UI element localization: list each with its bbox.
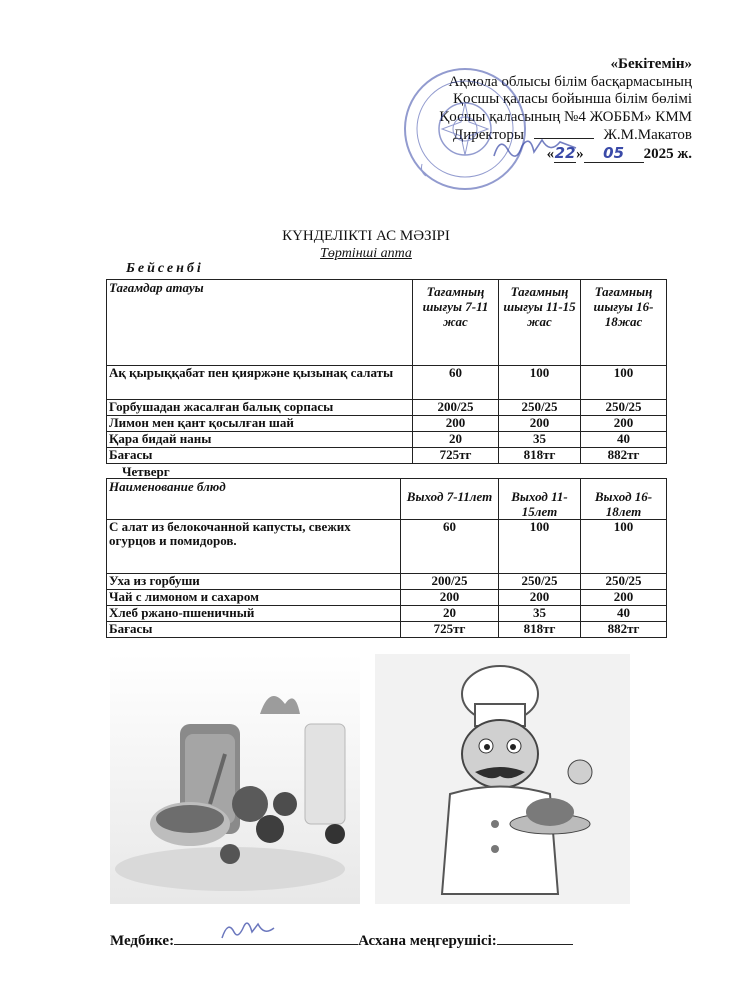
table-row (107, 432, 667, 448)
portion-value: 250/25 (581, 574, 667, 590)
portion-value: 40 (581, 606, 667, 622)
dish-name: Ақ қырыққабат пен қияржәне қызынақ салаты (107, 366, 413, 400)
price-value: 882тг (581, 622, 667, 638)
menu-table-day1 (106, 279, 667, 464)
column-header-dish: Наименование блюд (107, 479, 401, 520)
approval-line-3: Қосшы қаласының №4 ЖОББМ» КММ (439, 108, 692, 125)
director-name: Ж.М.Макатов (603, 127, 692, 143)
approval-line-2: Қосшы қаласы бойынша білім бөлімі (453, 91, 692, 107)
column-header-age-16-18: Выход 16-18лет (581, 479, 667, 520)
table-row (107, 520, 667, 574)
dish-name: Горбушадан жасалған балық сорпасы (107, 400, 413, 416)
table-row (107, 606, 667, 622)
signature-scribble-icon (490, 132, 580, 162)
portion-value: 200/25 (401, 574, 499, 590)
table-row (107, 400, 667, 416)
table-row (107, 590, 667, 606)
portion-value: 100 (581, 520, 667, 574)
column-header-age-7-11: Тағамның шығуы 7-11 жас (413, 280, 499, 366)
price-row (107, 622, 667, 638)
food-and-chef-illustration (110, 654, 630, 904)
portion-value: 200 (413, 416, 499, 432)
price-value: 882тг (581, 448, 667, 464)
table-row (107, 574, 667, 590)
column-header-age-7-11: Выход 7-11лет (401, 479, 499, 520)
price-value: 725тг (401, 622, 499, 638)
date-open-quote: « (546, 145, 555, 162)
portion-value: 200 (401, 590, 499, 606)
column-header-age-16-18: Тағамның шығуы 16-18жас (581, 280, 667, 366)
page-subtitle: Төртінші апта (320, 246, 412, 261)
portion-value: 200 (581, 590, 667, 606)
portion-value: 20 (401, 606, 499, 622)
official-seal-icon (400, 64, 530, 194)
dish-name: Уха из горбуши (107, 574, 401, 590)
canteen-manager-signature-line (497, 930, 573, 945)
column-header-age-11-15: Выход 11-15лет (499, 479, 581, 520)
table-row (107, 366, 667, 400)
dish-name: С алат из белокочанной капусты, свежих огурцов и помидоров. (107, 520, 401, 574)
portion-value: 35 (499, 432, 581, 448)
portion-value: 60 (401, 520, 499, 574)
canteen-manager-label: Асхана меңгерушісі: (358, 933, 497, 949)
director-label: Директоры (453, 127, 524, 143)
dish-name: Хлеб ржано-пшеничный (107, 606, 401, 622)
footer-signatures (110, 930, 573, 950)
portion-value: 200 (581, 416, 667, 432)
menu-table-day2 (106, 478, 667, 638)
nurse-label: Медбике: (110, 933, 175, 949)
dish-name: Чай с лимоном и сахаром (107, 590, 401, 606)
price-label: Бағасы (107, 448, 413, 464)
date-day: 22 (554, 143, 576, 162)
portion-value: 200 (499, 590, 581, 606)
portion-value: 100 (581, 366, 667, 400)
portion-value: 100 (499, 366, 581, 400)
approval-heading: «Бекітемін» (610, 56, 692, 72)
portion-value: 200/25 (413, 400, 499, 416)
food-still-life-icon (110, 654, 360, 904)
day1-label: Бейсенбі (126, 261, 204, 276)
portion-value: 250/25 (581, 400, 667, 416)
dish-name: Қара бидай наны (107, 432, 413, 448)
portion-value: 60 (413, 366, 499, 400)
price-label: Бағасы (107, 622, 401, 638)
date-year: 2025 ж. (643, 145, 692, 162)
portion-value: 100 (499, 520, 581, 574)
table-row (107, 416, 667, 432)
portion-value: 20 (413, 432, 499, 448)
column-header-dish: Тағамдар атауы (107, 280, 413, 366)
price-value: 818тг (499, 622, 581, 638)
date-month: 05 (584, 145, 644, 164)
portion-value: 250/25 (499, 400, 581, 416)
price-value: 725тг (413, 448, 499, 464)
table-header-row (107, 479, 667, 520)
page-title: КҮНДЕЛІКТІ АС МӘЗІРІ (282, 228, 450, 244)
portion-value: 40 (581, 432, 667, 448)
dish-name: Лимон мен қант қосылған шай (107, 416, 413, 432)
nurse-signature-icon (218, 918, 278, 944)
portion-value: 250/25 (499, 574, 581, 590)
day2-label: Четверг (122, 464, 170, 479)
chef-character-icon (375, 654, 630, 904)
approval-line-1: Ақмола облысы білім басқармасының (448, 73, 692, 90)
price-row (107, 448, 667, 464)
portion-value: 35 (499, 606, 581, 622)
date-close-quote: » (576, 145, 584, 162)
column-header-age-11-15: Тағамның шығуы 11-15 жас (499, 280, 581, 366)
portion-value: 200 (499, 416, 581, 432)
table-header-row (107, 280, 667, 366)
price-value: 818тг (499, 448, 581, 464)
